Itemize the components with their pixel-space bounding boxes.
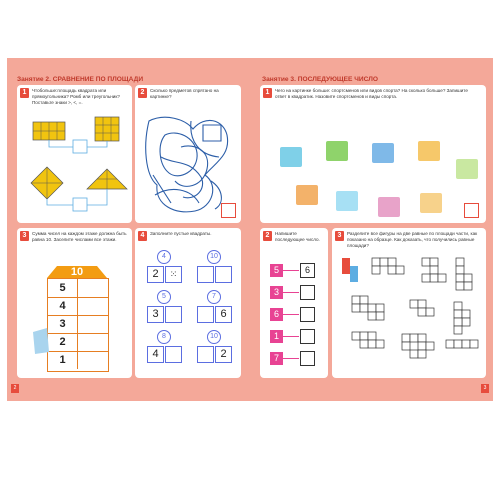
triangle-figure: [87, 169, 127, 189]
task-text: Заполните пустые квадраты.: [150, 231, 212, 236]
book-spread: [7, 58, 493, 401]
sum-circle: 10: [207, 250, 221, 264]
paper-decoration-icon: [31, 326, 51, 356]
sum-circle: 8: [157, 330, 171, 344]
floor-number: 1: [48, 351, 78, 369]
task-number-badge: 3: [20, 231, 29, 241]
task-panel-divide-shapes: [332, 228, 486, 378]
addend-square[interactable]: [197, 266, 214, 283]
house-floor: [48, 333, 108, 352]
rhombus-figure: [31, 167, 63, 199]
addend-square[interactable]: [197, 346, 214, 363]
task-number-badge: 2: [263, 231, 272, 241]
addend-square[interactable]: 4: [147, 346, 164, 363]
runner-picture: [326, 141, 348, 161]
next-number-box[interactable]: [300, 307, 315, 322]
tennis-picture: [456, 159, 478, 179]
polyomino-shapes: [332, 228, 486, 378]
task-text: Сколько предметов спрятано на картинке?: [150, 88, 219, 99]
task-number-badge: 3: [335, 231, 344, 241]
addend-square[interactable]: [165, 346, 182, 363]
page-number: 3: [481, 384, 489, 393]
left-lesson-title: Занятие 2. СРАВНЕНИЕ ПО ПЛОЩАДИ: [17, 76, 144, 83]
task-text: Сумма чисел на каждом этаже должна быть равна 10. Заселите числами все этажи.: [32, 231, 127, 242]
task-panel-3: [17, 228, 132, 378]
floor-number: 4: [48, 297, 78, 315]
arrow: [283, 270, 299, 271]
house-floor: [48, 297, 108, 316]
arrow: [283, 336, 299, 337]
skier-picture: [336, 191, 358, 211]
answer-box[interactable]: [464, 203, 479, 218]
task-panel-2: [135, 85, 241, 223]
addend-square[interactable]: 6: [215, 306, 232, 323]
floor-number: 2: [48, 333, 78, 351]
addend-square-dots[interactable]: ⁙: [165, 266, 182, 283]
left-page: [7, 58, 249, 401]
house-floor: [48, 315, 108, 334]
hockey-player-picture: [280, 147, 302, 167]
task-number-badge: 2: [138, 88, 147, 98]
square-figure: [95, 117, 119, 141]
skater-picture: [378, 197, 400, 217]
sum-circle: 4: [157, 250, 171, 264]
floor-number: 5: [48, 279, 78, 297]
basketball-picture: [418, 141, 440, 161]
given-number: 1: [270, 330, 283, 343]
next-number-box[interactable]: [300, 285, 315, 300]
house-roof-number: 10: [57, 266, 97, 278]
house-floor: [48, 279, 108, 298]
task-number-badge: 1: [20, 88, 29, 98]
addend-square[interactable]: [197, 306, 214, 323]
addend-square[interactable]: [165, 306, 182, 323]
arrow: [283, 358, 299, 359]
sum-circle: 7: [207, 290, 221, 304]
swimmer-picture: [372, 143, 394, 163]
sum-circle: 5: [157, 290, 171, 304]
task-panel-sports: [260, 85, 486, 223]
task-panel-1: [17, 85, 132, 223]
arrow: [283, 292, 299, 293]
next-number-box[interactable]: [300, 329, 315, 344]
addend-square[interactable]: 2: [215, 346, 232, 363]
house-floor: [48, 351, 108, 369]
area-comparison-figures: [17, 85, 132, 223]
task-text: Разделите все фигуры на две равные по площади части, как показано на образце. Как доказать, что получились равные площади?: [347, 231, 478, 248]
right-page: [252, 58, 493, 401]
page-number: 2: [11, 384, 19, 393]
addend-square[interactable]: 3: [147, 306, 164, 323]
task-panel-4: [135, 228, 241, 378]
sum-circle: 10: [207, 330, 221, 344]
sample-shape: [342, 258, 358, 282]
rectangle-figure: [33, 122, 65, 140]
floor-number: 3: [48, 315, 78, 333]
addend-square[interactable]: 2: [147, 266, 164, 283]
given-number: 3: [270, 286, 283, 299]
horse-rider-picture: [296, 185, 318, 205]
number-house: [47, 278, 109, 372]
task-text: Чтобольше:площадь квадрата или прямоугольника? Ромб или треугольник? Поставьте знаки >, <, =.: [32, 88, 120, 105]
given-number: 5: [270, 264, 283, 277]
given-number: 7: [270, 352, 283, 365]
right-lesson-title: Занятие 3. ПОСЛЕДУЮЩЕЕ ЧИСЛО: [262, 76, 378, 83]
answer-box[interactable]: [221, 203, 236, 218]
task-text: Напишите последующее число.: [275, 231, 320, 242]
cyclist-picture: [420, 193, 442, 213]
task-text: Чего на картинке больше: спортсменов или видов спорта? На сколько больше? Запишите ответ в квадратик. Назовите спортсменов и виды спорта.: [275, 88, 468, 99]
task-number-badge: 1: [263, 88, 272, 98]
arrow: [283, 314, 299, 315]
task-number-badge: 4: [138, 231, 147, 241]
given-number: 6: [270, 308, 283, 321]
next-number-box[interactable]: [300, 351, 315, 366]
next-number-box[interactable]: 6: [300, 263, 315, 278]
task-panel-sequence: [260, 228, 328, 378]
addend-square[interactable]: [215, 266, 232, 283]
